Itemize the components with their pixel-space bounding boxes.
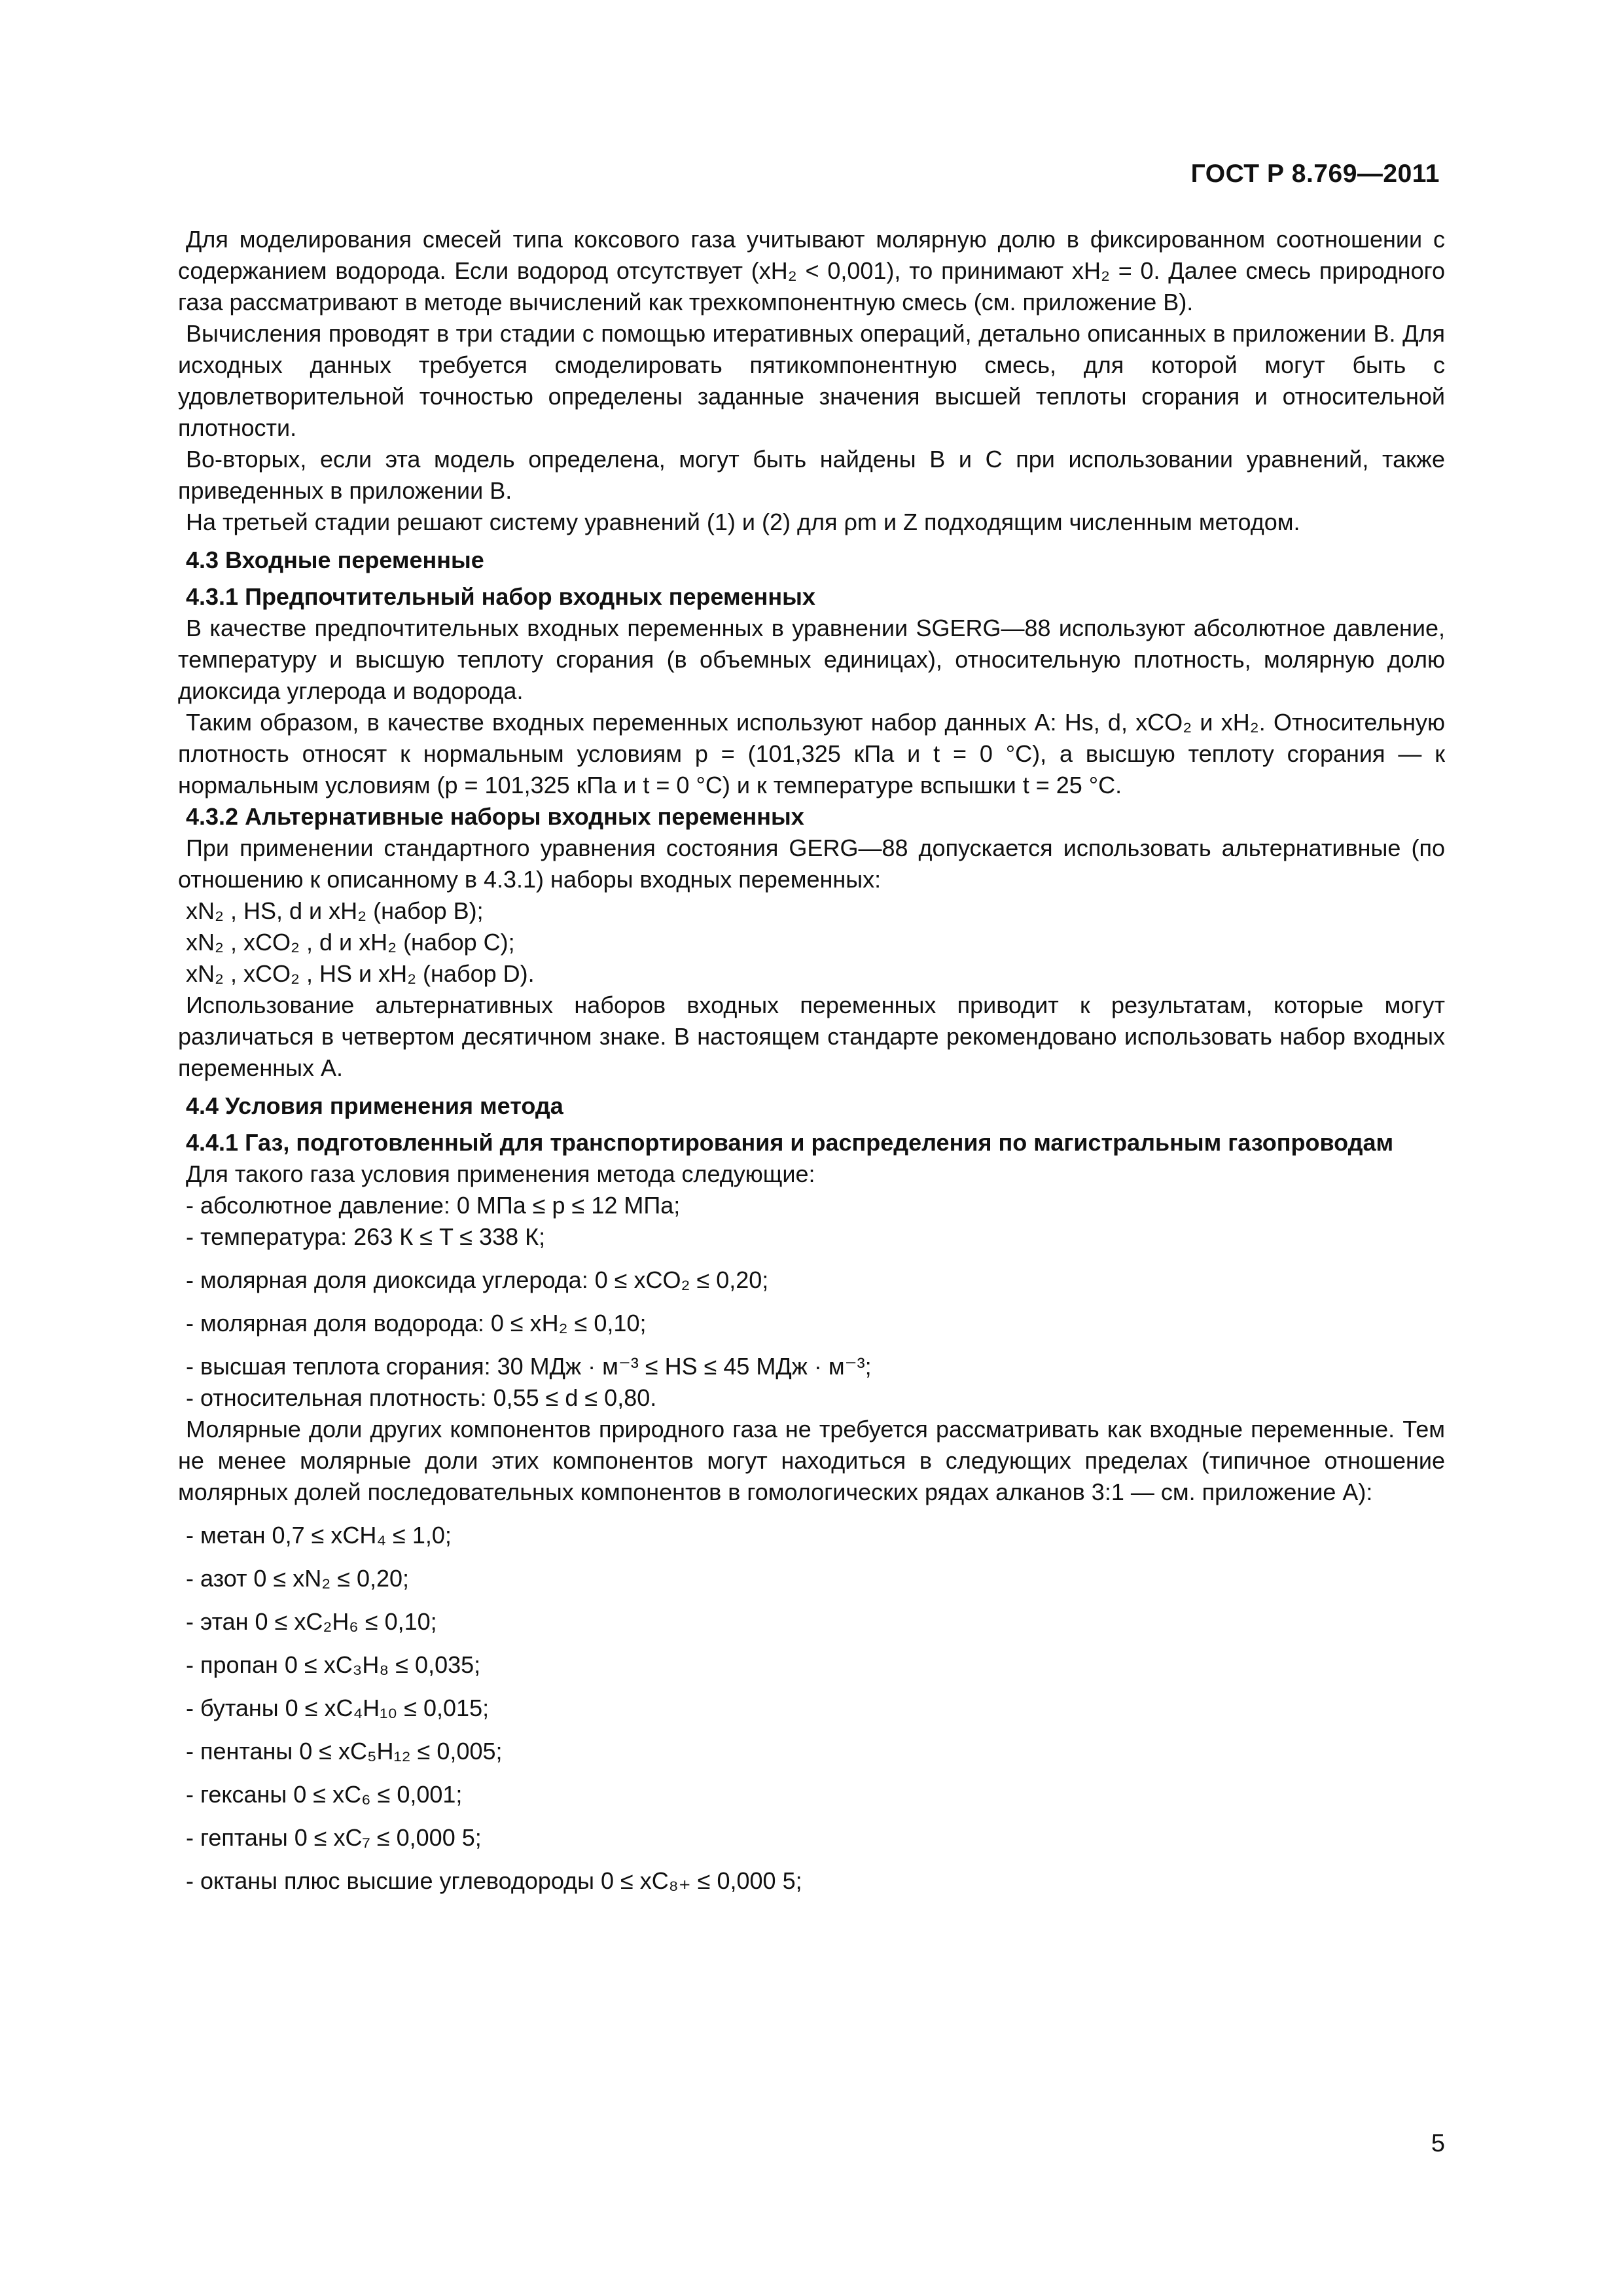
subsection-heading-4-4-1: 4.4.1 Газ, подготовленный для транспортирования и распределения по магистральным газопроводам <box>186 1129 1394 1156</box>
paragraph-alternative-results: Использование альтернативных наборов входных переменных приводит к результатам, которые могут различаться в четвертом десятичном знаке. В настоящем стандарте рекомендовано использовать набор входных переменных А. <box>178 992 1445 1081</box>
document-id: ГОСТ Р 8.769—2011 <box>1190 160 1440 188</box>
condition-temperature: - температура: 263 К ≤ T ≤ 338 К; <box>186 1223 546 1250</box>
condition-heat: - высшая теплота сгорания: 30 МДж · м⁻³ ≤ HS ≤ 45 МДж · м⁻³; <box>186 1353 872 1380</box>
component-nitrogen: - азот 0 ≤ xN₂ ≤ 0,20; <box>186 1565 410 1592</box>
component-butanes: - бутаны 0 ≤ xC₄H₁₀ ≤ 0,015; <box>186 1695 490 1721</box>
component-heptanes: - гептаны 0 ≤ xC₇ ≤ 0,000 5; <box>186 1824 482 1851</box>
paragraph-molar-fractions: Молярные доли других компонентов природного газа не требуется рассматривать как входные переменные. Тем не менее молярные доли этих компонентов могут находиться в следующих пределах (типичное отношение молярных долей последовательных компонентов в гомологических рядах алканов 3:1 — см. приложение А): <box>178 1416 1445 1505</box>
subsection-heading-4-3-1: 4.3.1 Предпочтительный набор входных переменных <box>186 583 815 610</box>
condition-co2: - молярная доля диоксида углерода: 0 ≤ xCO₂ ≤ 0,20; <box>186 1266 769 1293</box>
paragraph-conditions-intro: Для такого газа условия применения метода следующие: <box>186 1160 815 1187</box>
paragraph-dataset-a: Таким образом, в качестве входных переменных используют набор данных А: Hs, d, xCO₂ и xH₂. Относительную плотность относят к нормальным условиям p = (101,325 кПа и t = 0 °C), а высшую теплоту сгорания — к нормальным условиям (p = 101,325 кПа и t = 0 °C) и к температуре вспышки t = 25 °C. <box>178 709 1445 798</box>
component-pentanes: - пентаны 0 ≤ xC₅H₁₂ ≤ 0,005; <box>186 1738 503 1765</box>
component-hexanes: - гексаны 0 ≤ xC₆ ≤ 0,001; <box>186 1781 463 1808</box>
paragraph-coke-gas: Для моделирования смесей типа коксового газа учитывают молярную долю в фиксированном соотношении с содержанием водорода. Если водород отсутствует (xH₂ < 0,001), то принимают xH₂ = 0. Далее смесь природного газа рассматривают в методе вычислений как трехкомпонентную смесь (см. приложение В). <box>178 226 1445 315</box>
subsection-heading-4-3-2: 4.3.2 Альтернативные наборы входных переменных <box>186 803 804 830</box>
condition-h2: - молярная доля водорода: 0 ≤ xH₂ ≤ 0,10; <box>186 1310 647 1336</box>
paragraph-three-stages: Вычисления проводят в три стадии с помощью итеративных операций, детально описанных в приложении В. Для исходных данных требуется смоделировать пятикомпонентную смесь, для которой могут быть с удовлетворительной точностью определены заданные значения высшей теплоты сгорания и относительной плотности. <box>178 320 1445 441</box>
component-methane: - метан 0,7 ≤ xCH₄ ≤ 1,0; <box>186 1522 452 1549</box>
condition-pressure: - абсолютное давление: 0 МПа ≤ p ≤ 12 МПа; <box>186 1192 681 1219</box>
paragraph-preferred-vars: В качестве предпочтительных входных переменных в уравнении SGERG—88 используют абсолютное давление, температуру и высшую теплоту сгорания (в объемных единицах), относительную плотность, молярную долю диоксида углерода и водорода. <box>178 615 1445 704</box>
component-octanes-plus: - октаны плюс высшие углеводороды 0 ≤ xC₈₊ ≤ 0,000 5; <box>186 1867 802 1894</box>
page-content <box>178 224 1445 1897</box>
paragraph-second-stage: Во-вторых, если эта модель определена, могут быть найдены B и C при использовании уравнений, также приведенных в приложении В. <box>178 446 1445 504</box>
section-heading-4-4: 4.4 Условия применения метода <box>186 1092 563 1119</box>
input-set-c: xN₂ , xCO₂ , d и xH₂ (набор C); <box>186 929 515 956</box>
section-heading-4-3: 4.3 Входные переменные <box>186 547 484 573</box>
input-set-b: xN₂ , HS, d и xH₂ (набор B); <box>186 897 484 924</box>
component-propane: - пропан 0 ≤ xC₃H₈ ≤ 0,035; <box>186 1651 481 1678</box>
conditions-list <box>178 1190 1445 1414</box>
condition-density: - относительная плотность: 0,55 ≤ d ≤ 0,80. <box>186 1384 657 1411</box>
input-set-d: xN₂ , xCO₂ , HS и xH₂ (набор D). <box>186 960 535 987</box>
component-ethane: - этан 0 ≤ xC₂H₆ ≤ 0,10; <box>186 1608 437 1635</box>
page-number: 5 <box>1431 2130 1445 2157</box>
components-list <box>178 1520 1445 1897</box>
paragraph-third-stage: На третьей стадии решают систему уравнений (1) и (2) для ρm и Z подходящим численным методом. <box>186 509 1300 535</box>
paragraph-alternative-sets: При применении стандартного уравнения состояния GERG—88 допускается использовать альтернативные (по отношению к описанному в 4.3.1) наборы входных переменных: <box>178 834 1445 893</box>
